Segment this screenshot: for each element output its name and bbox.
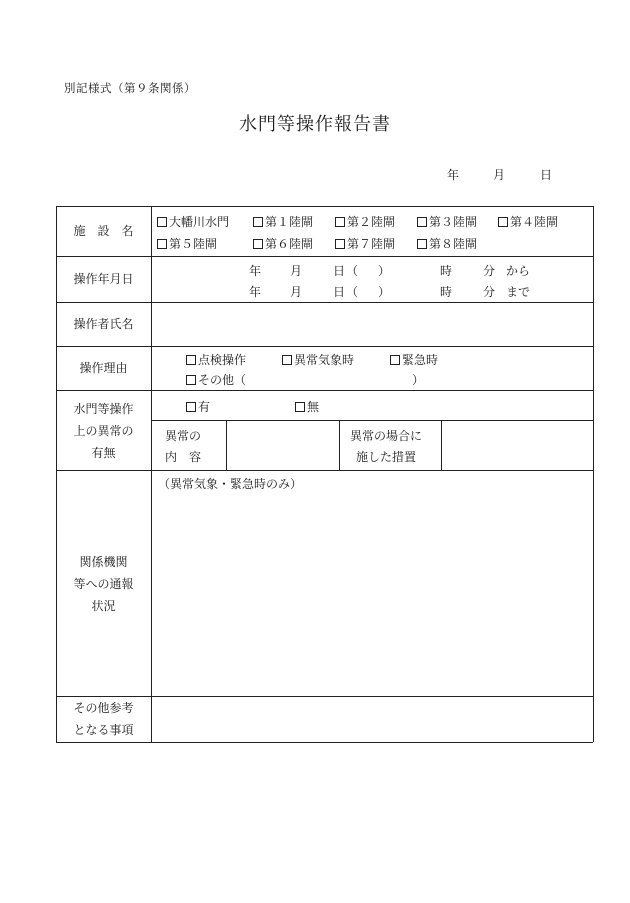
reason-option-abnormal-weather[interactable]: 異常気象時	[282, 351, 354, 368]
checkbox-icon[interactable]	[417, 239, 427, 249]
abnormality-content-label-line1: 異常の	[165, 429, 202, 443]
end-weekday-close: ）	[378, 285, 391, 299]
abnormality-content-field[interactable]	[227, 421, 338, 469]
operator-name-label: 操作者氏名	[73, 317, 134, 331]
facility-option-land-gate-3[interactable]: 第３陸閘	[417, 213, 477, 230]
notification-label-line1: 関係機関	[79, 555, 128, 569]
notification-label-line2: 等への通報	[73, 577, 134, 591]
date-year-label: 年	[447, 168, 460, 182]
reason-other-close-paren: ）	[412, 373, 425, 387]
facility-option-land-gate-8[interactable]: 第８陸閘	[417, 235, 477, 252]
date-month-label: 月	[493, 168, 506, 182]
checkbox-icon[interactable]	[282, 355, 292, 365]
checkbox-icon[interactable]	[335, 239, 345, 249]
end-year-unit: 年	[249, 285, 262, 299]
end-hour-unit: 時	[440, 285, 453, 299]
remarks-label-line1: その他参考	[73, 701, 134, 715]
operator-name-field[interactable]	[153, 304, 591, 344]
until-text: まで	[506, 285, 531, 299]
reason-option-emergency[interactable]: 緊急時	[390, 351, 438, 368]
facility-option-ohata-river-gate[interactable]: 大幡川水門	[157, 213, 229, 230]
start-minute-unit: 分	[483, 264, 496, 278]
from-text: から	[506, 264, 531, 278]
end-month-unit: 月	[290, 285, 303, 299]
start-year-unit: 年	[249, 264, 262, 278]
end-minute-unit: 分	[483, 285, 496, 299]
checkbox-icon[interactable]	[295, 402, 305, 412]
remarks-field[interactable]	[153, 698, 591, 740]
abnormality-measure-label-line2: 施した措置	[356, 450, 417, 464]
notification-label-line3: 状況	[91, 599, 116, 613]
abnormality-measure-label-line1: 異常の場合に	[350, 429, 423, 443]
notification-note: （異常気象・緊急時のみ）	[158, 477, 303, 491]
start-weekday-close: ）	[378, 264, 391, 278]
facility-option-land-gate-4[interactable]: 第４陸閘	[498, 213, 558, 230]
start-month-unit: 月	[290, 264, 303, 278]
end-weekday-open: （	[346, 285, 359, 299]
checkbox-icon[interactable]	[390, 355, 400, 365]
abnormality-no-option[interactable]: 無	[295, 398, 319, 415]
checkbox-icon[interactable]	[186, 355, 196, 365]
abnormality-label-line1: 水門等操作	[73, 402, 134, 416]
facility-option-land-gate-5[interactable]: 第５陸閘	[157, 235, 217, 252]
abnormality-measure-field[interactable]	[442, 421, 592, 469]
facility-option-land-gate-7[interactable]: 第７陸閘	[335, 235, 395, 252]
date-day-label: 日	[540, 168, 553, 182]
remarks-label-line2: となる事項	[73, 723, 134, 737]
start-hour-unit: 時	[440, 264, 453, 278]
abnormality-yes-option[interactable]: 有	[186, 398, 210, 415]
operation-reason-label: 操作理由	[79, 361, 128, 375]
checkbox-icon[interactable]	[253, 239, 263, 249]
notification-field[interactable]	[153, 492, 591, 694]
start-day-unit: 日	[333, 264, 346, 278]
reason-option-other[interactable]: その他（	[186, 371, 246, 388]
page-title: 水門等操作報告書	[239, 114, 391, 135]
checkbox-icon[interactable]	[186, 375, 196, 385]
checkbox-icon[interactable]	[157, 239, 167, 249]
facility-option-land-gate-2[interactable]: 第２陸閘	[335, 213, 395, 230]
checkbox-icon[interactable]	[498, 217, 508, 227]
reason-option-inspection[interactable]: 点検操作	[186, 351, 246, 368]
checkbox-icon[interactable]	[157, 217, 167, 227]
checkbox-icon[interactable]	[253, 217, 263, 227]
end-day-unit: 日	[333, 285, 346, 299]
abnormality-label-line2: 上の異常の	[73, 424, 134, 438]
checkbox-icon[interactable]	[186, 402, 196, 412]
operation-date-label: 操作年月日	[73, 272, 134, 286]
facility-option-land-gate-6[interactable]: 第６陸閘	[253, 235, 313, 252]
checkbox-icon[interactable]	[417, 217, 427, 227]
start-weekday-open: （	[346, 264, 359, 278]
facility-option-land-gate-1[interactable]: 第１陸閘	[253, 213, 313, 230]
abnormality-label-line3: 有無	[91, 446, 116, 460]
checkbox-icon[interactable]	[335, 217, 345, 227]
form-number-label: 別記様式（第９条関係）	[64, 81, 196, 95]
facility-label: 施 設 名	[73, 224, 134, 238]
abnormality-content-label-line2: 内 容	[165, 450, 202, 464]
